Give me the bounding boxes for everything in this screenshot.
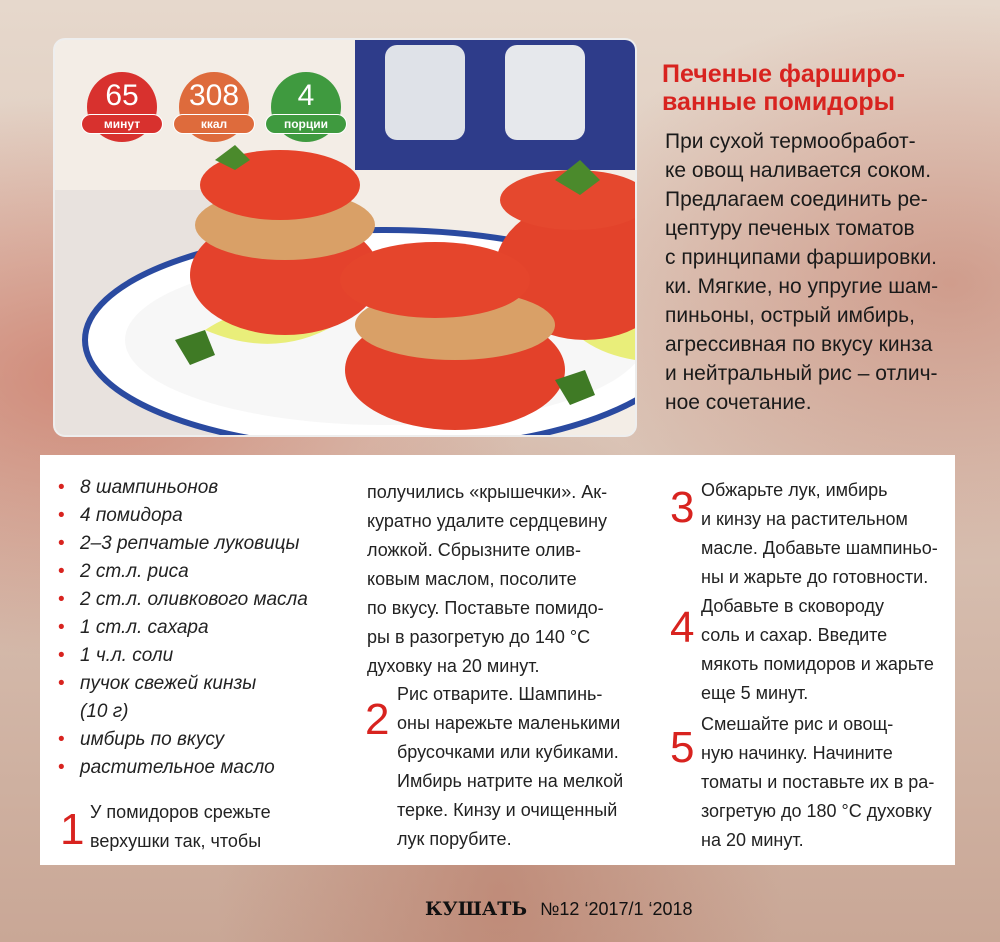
step-3-text: Обжарьте лук, имбирь и кинзу на растительном масле. Добавьте шампиньо- ны и жарьте до готовности.: [701, 480, 938, 587]
ingredient-item: • имбирь по вкусу: [58, 726, 308, 754]
servings-label: порции: [265, 114, 347, 134]
step-1-number: 1: [60, 805, 85, 854]
issue-number: №12 ‘2017/1 ‘2018: [540, 899, 693, 919]
step-3-number: 3: [670, 483, 695, 532]
ingredient-item: • 1 ст.л. сахара: [58, 614, 308, 642]
step-2-text: Рис отварите. Шампинь- оны нарежьте маленькими брусочками или кубиками. Имбирь натрите на мелкой терке. Кинзу и очищенный лук порубите.: [397, 684, 624, 849]
ingredient-item: • 2 ст.л. оливкового масла: [58, 586, 308, 614]
calories-value: 308: [188, 79, 240, 112]
step-4-text: Добавьте в сковороду соль и сахар. Введите мякоть помидоров и жарьте еще 5 минут.: [701, 596, 934, 703]
ingredient-item: • растительное масло: [58, 754, 308, 782]
recipe-photo: [55, 40, 635, 435]
time-value: 65: [105, 79, 139, 112]
ingredients-list: [58, 474, 308, 782]
step-5-number: 5: [670, 723, 695, 772]
servings-value: 4: [297, 79, 315, 112]
time-label: минут: [81, 114, 163, 134]
ingredient-item: • 2–3 репчатые луковицы: [58, 530, 308, 558]
step-1-continued: получились «крышечки». Ак- куратно удалите сердцевину ложкой. Сбрызните олив- ковым маслом, посолите по вкусу. Поставьте помидо- ры в разогретую до 140 °С духовку на 20 минут.: [367, 482, 608, 676]
magazine-logo: КУШАТЬ: [425, 898, 528, 920]
ingredient-item: • 4 помидора: [58, 502, 308, 530]
ingredient-item: • пучок свежей кинзы (10 г): [58, 670, 308, 726]
step-2-number: 2: [365, 695, 390, 744]
calories-label: ккал: [173, 114, 255, 134]
recipe-intro: При сухой термообработ- ке овощ наливается соком. Предлагаем соединить ре- цептуру печеных томатов с принципами фаршировки. ки. Мягкие, но упругие шам- пиньоны, острый имбирь, агрессивная по вкусу кинза и нейтральный рис – отлич- ное сочетание.: [665, 130, 939, 414]
calories-badge: [179, 72, 249, 142]
ingredient-item: • 1 ч.л. соли: [58, 642, 308, 670]
recipe-title: Печеные фарширо- ванные помидоры: [662, 60, 906, 116]
step-5-text: Смешайте рис и овощ- ную начинку. Начините томаты и поставьте их в ра- зогретую до 180 °С духовку на 20 минут.: [701, 714, 935, 850]
ingredient-item: • 2 ст.л. риса: [58, 558, 308, 586]
step-4-number: 4: [670, 603, 695, 652]
magazine-footer: [425, 898, 693, 920]
step-1-text: У помидоров срежьте верхушки так, чтобы: [90, 802, 271, 851]
time-badge: [87, 72, 157, 142]
servings-badge: [271, 72, 341, 142]
ingredient-item: • 8 шампиньонов: [58, 474, 308, 502]
